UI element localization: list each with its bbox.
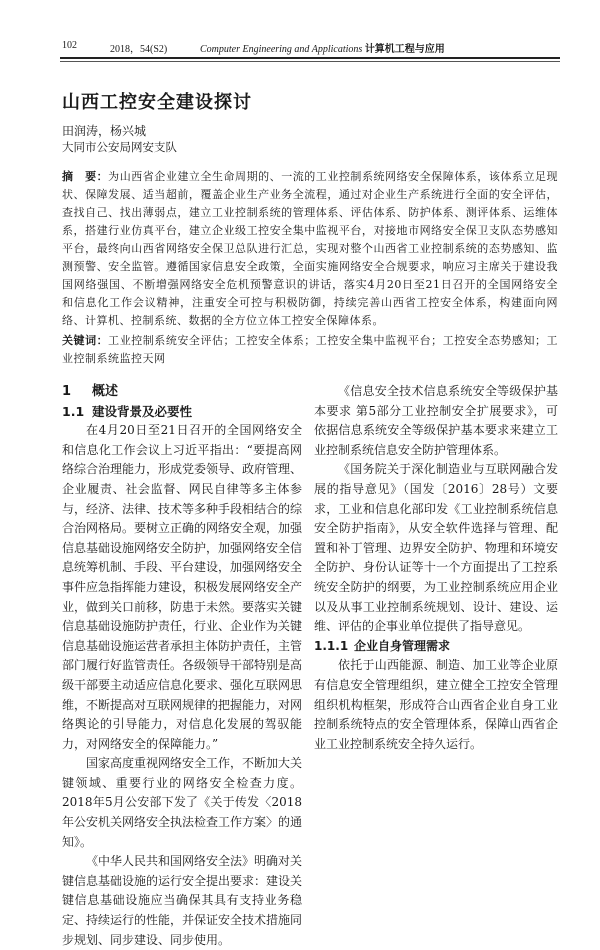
- abstract-text: 为山西省企业建立全生命周期的、一流的工业控制系统网络安全保障体系，该体系立足现状、保障发展、适当超前，覆盖企业生产业务全流程，通过对企业生产系统进行全面的安全评估，查找自己、找出薄弱点，建立工业控制系统的管理体系、评估体系、防护体系、测评体系、运维体系，搭建行业仿真平台，建立企业级工控安全集中监视平台，对接地市网络安全保卫支队态势感知平台，最终向山西省网络安全保卫总队进行汇总，实现对整个山西省工业控制系统的态势感知、监测预警、安全监管。遵循国家信息安全政策，全面实施网络安全合规要求，响应习主席关于建设我国网络强国、不断增强网络安全危机预警意识的讲话，落实4月20日至21日召开的全国网络安全和信息化工作会议精神，注重安全可控与积极防御，持续完善山西省工控安全体系，构建面向网络、计算机、控制系统、数据的全方位立体工控安全保障体系。: [62, 170, 559, 327]
- paragraph: 《中华人民共和国网络安全法》明确对关键信息基础设施的运行安全提出要求：建设关键信息基础设施应当确保其具有支持业务稳定、持续运行的性能，并保证安全技术措施同步规划、同步建设、同步使用。: [62, 854, 303, 947]
- header-rule-thin: [60, 61, 560, 62]
- body-left-column: [62, 382, 302, 950]
- journal-name-en: Computer Engineering and Applications: [200, 44, 363, 55]
- paragraph: 在4月20日至21日召开的全国网络安全和信息化工作会议上习近平指出：“要提高网络综合治理能力，形成党委领导、政府管理、企业履责、社会监督、网民自律等多主体参与，经济、法律、技术等多种手段相结合的综合治网格局。要树立正确的网络安全观，加强信息基础设施网络安全防护，加强网络安全信息统筹机制、手段、平台建设，加强网络安全事件应急指挥能力建设，积极发展网络安全产业，做到关口前移，防患于未然。要落实关键信息基础设施防护责任，行业、企业作为关键信息基础设施运营者承担主体防护责任，主管部门履行好监管责任。各级领导干部特别是高级干部要主动适应信息化要求、强化互联网思维，不断提高对互联网规律的把握能力，对网络舆论的引导能力，对信息化发展的驾驭能力，对网络安全的保障能力。”: [62, 423, 303, 751]
- body-columns: [62, 382, 558, 950]
- header-rule: [60, 57, 560, 59]
- section-heading-1-1-1: 1.1.1 企业自身管理需求: [314, 638, 451, 653]
- keywords-label: 关键词：: [62, 334, 109, 347]
- body-right-column: [314, 382, 558, 950]
- section-heading-1-1: 1.1 建设背景及必要性: [62, 403, 193, 419]
- affiliation: 大同市公安局网安支队: [62, 140, 177, 154]
- journal-name-cn: 计算机工程与应用: [364, 44, 445, 55]
- article-title: 山西工控安全建设探讨: [62, 92, 252, 113]
- article-content: [62, 168, 558, 950]
- section-heading-1: 1 概述: [62, 384, 119, 399]
- abstract-label: 摘 要：: [62, 170, 109, 183]
- paragraph: 《国务院关于深化制造业与互联网融合发展的指导意见》（国发〔2016〕28号）文要求，工业和信息化部印发《工业控制系统信息安全防护指南》，从安全软件选择与管理、配置和补丁管理、边界安全防护、物理和环境安全防护、身份认证等十一个方面提出了工控系统安全防护的纲要，为工业控制系统应用企业以及从事工业控制系统规划、设计、建设、运维、评估的企事业单位提供了指导意见。: [314, 462, 558, 634]
- keywords-text: 工业控制系统安全评估；工控安全体系；工控安全集中监视平台；工控安全态势感知；工业控制系统监控天网: [62, 334, 559, 365]
- keywords: [62, 332, 558, 368]
- abstract: [62, 168, 558, 330]
- journal-name: [200, 40, 445, 55]
- volume-issue: 2018，54(S2): [110, 44, 168, 55]
- authors: 田润涛，杨兴城: [62, 124, 147, 138]
- page-number: 102: [62, 40, 77, 51]
- paragraph: 《信息安全技术信息系统安全等级保护基本要求 第5部分工业控制安全扩展要求》，可依据信息系统安全等级保护基本要求来建立工业控制系统信息安全防护管理体系。: [314, 384, 558, 457]
- paragraph: 依托于山西能源、制造、加工业等企业原有信息安全管理组织，建立健全工控安全管理组织机构框架，形成符合山西省企业自身工业控制系统特点的安全管理体系，保障山西省企业工业控制系统安全持久运行。: [314, 658, 558, 751]
- paragraph: 国家高度重视网络安全工作，不断加大关键领域、重要行业的网络安全检查力度。2018年5月公安部下发了《关于传发〈2018年公安机关网络安全执法检查工作方案〉的通知》。: [62, 756, 303, 849]
